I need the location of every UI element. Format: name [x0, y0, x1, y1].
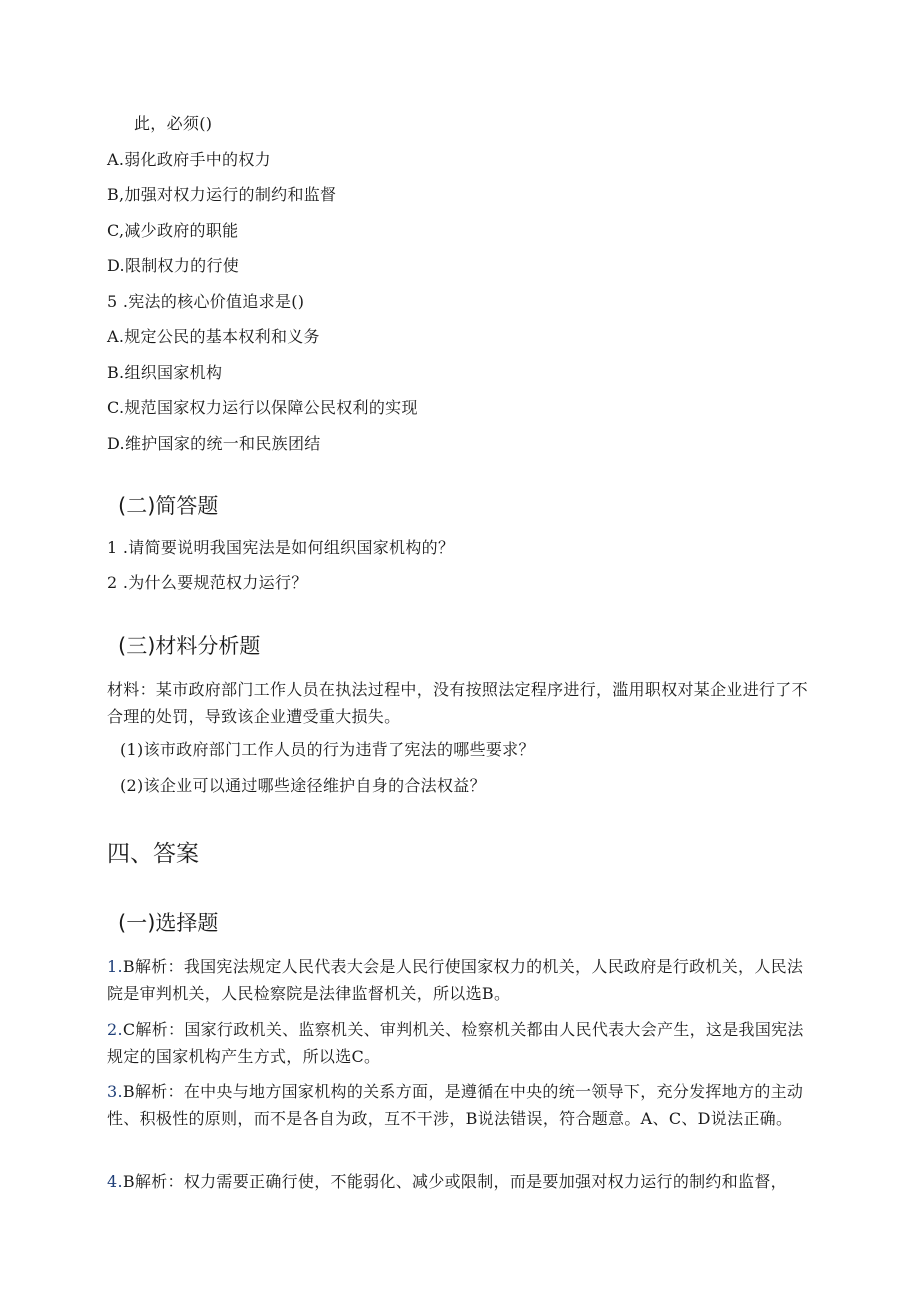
answer-number: 4.	[107, 1172, 123, 1191]
answer-text: C解析：国家行政机关、监察机关、审判机关、检察机关都由人民代表大会产生，这是我国宪法规定的国家机构产生方式，所以选C。	[107, 1020, 804, 1066]
answer-number: 1.	[107, 957, 123, 976]
short-answer-item-2: 2 .为什么要规范权力运行？	[107, 573, 308, 592]
question-5-option-c: C.规范国家权力运行以保障公民权利的实现	[107, 398, 418, 417]
answer-text: B解析：我国宪法规定人民代表大会是人民行使国家权力的机关，人民政府是行政机关，人民法院是审判机关，人民检察院是法律监督机关，所以选B。	[107, 957, 804, 1003]
answer-text: B解析：在中央与地方国家机构的关系方面，是遵循在中央的统一领导下，充分发挥地方的主动性、积极性的原则，而不是各自为政，互不干涉，B说法错误，符合题意。A、C、D说法正确。	[107, 1082, 804, 1128]
short-answer-item-1: 1 .请简要说明我国宪法是如何组织国家机构的？	[107, 538, 455, 557]
question-5-option-b: B.组织国家机构	[107, 363, 223, 382]
answer-item-3	[107, 1078, 807, 1132]
question-4-stem-tail: 此，必须()	[134, 114, 213, 133]
answer-item-4	[107, 1168, 807, 1195]
answer-text: B解析：权力需要正确行使，不能弱化、减少或限制，而是要加强对权力运行的制约和监督，	[122, 1172, 787, 1191]
material-question-1: (1)该市政府部门工作人员的行为违背了宪法的哪些要求？	[120, 740, 535, 759]
material-text: 材料：某市政府部门工作人员在执法过程中，没有按照法定程序进行，滥用职权对某企业进行了不合理的处罚，导致该企业遭受重大损失。	[107, 680, 808, 726]
question-5-option-d: D.维护国家的统一和民族团结	[107, 434, 321, 453]
question-5-stem: 5 .宪法的核心价值追求是()	[107, 292, 305, 311]
answer-number: 3.	[107, 1082, 123, 1101]
answers-heading: 四、答案	[107, 841, 199, 867]
short-answer-heading: (二)简答题	[118, 494, 219, 518]
answers-choice-subheading: (一)选择题	[118, 911, 219, 935]
question-4-option-d: D.限制权力的行使	[107, 256, 240, 275]
material-analysis-heading: (三)材料分析题	[118, 634, 261, 658]
material-question-2: (2)该企业可以通过哪些途径维护自身的合法权益？	[120, 776, 486, 795]
question-4-option-b: B,加强对权力运行的制约和监督	[107, 185, 337, 204]
question-4-option-c: C,减少政府的职能	[107, 221, 239, 240]
question-4-option-a: A.弱化政府手中的权力	[107, 150, 271, 169]
answer-number: 2.	[107, 1020, 123, 1039]
answer-item-2	[107, 1016, 807, 1070]
answer-item-1	[107, 953, 807, 1007]
question-5-option-a: A.规定公民的基本权利和义务	[107, 327, 320, 346]
